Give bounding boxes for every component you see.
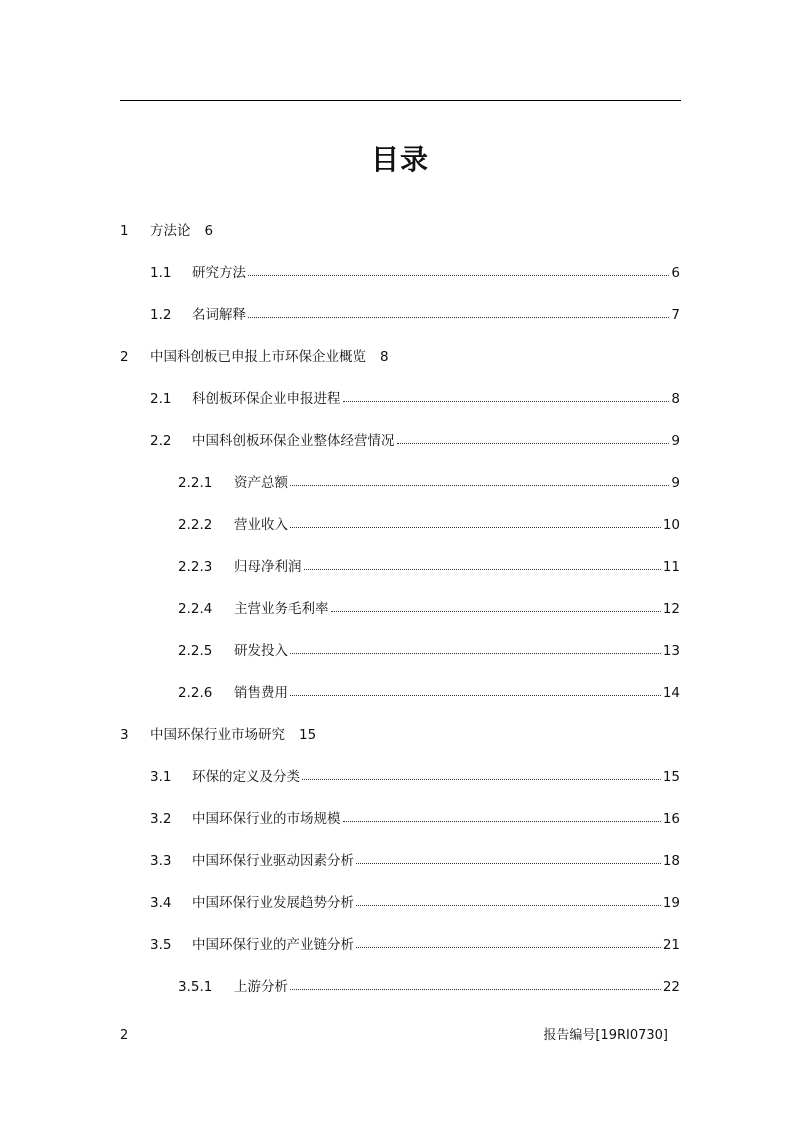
toc-entry[interactable] — [178, 977, 680, 997]
toc-entry-page: 18 — [662, 853, 680, 869]
toc-leader-dots — [290, 473, 669, 486]
toc-entry-number: 3 — [120, 727, 129, 743]
toc-entry-number: 1.1 — [150, 265, 172, 281]
toc-entry-number: 2.1 — [150, 391, 172, 407]
toc-entry[interactable] — [150, 809, 680, 829]
toc-entry-label: 方法论 — [150, 223, 191, 239]
toc-entry[interactable] — [150, 431, 680, 451]
toc-entry[interactable] — [178, 473, 680, 493]
toc-entry-number: 2.2.3 — [178, 559, 213, 575]
toc-entry[interactable] — [150, 305, 680, 325]
toc-entry-page: 19 — [662, 895, 680, 911]
toc-entry-page: 15 — [662, 769, 680, 785]
toc-entry-page: 9 — [671, 433, 680, 449]
footer-report-id: 报告编号[19RI0730] — [543, 1028, 668, 1043]
toc-entry-page: 8 — [380, 349, 389, 365]
toc-entry-number: 3.5.1 — [178, 979, 213, 995]
toc-entry-page: 8 — [671, 391, 680, 407]
toc-leader-dots — [331, 599, 661, 612]
toc-entry-page: 11 — [662, 559, 680, 575]
toc-entry[interactable] — [120, 221, 213, 241]
toc-entry[interactable] — [150, 767, 680, 787]
toc-entry-page: 15 — [299, 727, 317, 743]
toc-entry-label: 中国科创板环保企业整体经营情况 — [192, 433, 395, 449]
toc-leader-dots — [343, 389, 670, 402]
toc-leader-dots — [290, 683, 661, 696]
toc-entry-number: 2.2.6 — [178, 685, 213, 701]
toc-entry-label: 中国环保行业市场研究 — [150, 727, 285, 743]
toc-entry-label: 营业收入 — [234, 517, 288, 533]
toc-entry-page: 22 — [662, 979, 680, 995]
toc-entry[interactable] — [178, 515, 680, 535]
toc-entry[interactable] — [150, 263, 680, 283]
footer-page-number: 2 — [120, 1028, 129, 1043]
toc-entry-number: 2.2.2 — [178, 517, 213, 533]
toc-entry-label: 名词解释 — [192, 307, 246, 323]
toc-entry[interactable] — [178, 641, 680, 661]
header-rule — [120, 100, 681, 101]
toc-entry-number: 3.4 — [150, 895, 172, 911]
toc-leader-dots — [343, 809, 661, 822]
toc-entry-page: 9 — [671, 475, 680, 491]
toc-entry[interactable] — [120, 347, 389, 367]
toc-entry-page: 16 — [662, 811, 680, 827]
toc-entry-label: 主营业务毛利率 — [234, 601, 329, 617]
toc-entry[interactable] — [178, 599, 680, 619]
toc-entry-number: 2.2 — [150, 433, 172, 449]
toc-entry[interactable] — [178, 683, 680, 703]
toc-entry-page: 6 — [204, 223, 214, 239]
toc-entry-page: 6 — [671, 265, 680, 281]
toc-leader-dots — [290, 515, 661, 528]
toc-entry-label: 中国环保行业的产业链分析 — [192, 937, 354, 953]
toc-entry-page: 13 — [662, 643, 680, 659]
toc-entry-page: 12 — [662, 601, 680, 617]
toc-entry-number: 3.3 — [150, 853, 172, 869]
toc-entry-page: 14 — [662, 685, 680, 701]
toc-entry-page: 7 — [671, 307, 680, 323]
toc-entry[interactable] — [150, 851, 680, 871]
toc-entry-number: 2.2.1 — [178, 475, 213, 491]
toc-entry-number: 1.2 — [150, 307, 172, 323]
toc-entry[interactable] — [120, 725, 316, 745]
toc-entry[interactable] — [150, 389, 680, 409]
toc-entry-label: 归母净利润 — [234, 559, 302, 575]
toc-entry-number: 1 — [120, 223, 129, 239]
toc-entry-label: 科创板环保企业申报进程 — [192, 391, 341, 407]
toc-leader-dots — [302, 767, 661, 780]
toc-entry[interactable] — [150, 893, 680, 913]
toc-entry-label: 研究方法 — [192, 265, 246, 281]
toc-leader-dots — [248, 305, 669, 318]
toc-entry-label: 中国环保行业发展趋势分析 — [192, 895, 354, 911]
toc-entry-number: 3.5 — [150, 937, 172, 953]
toc-entry-number: 2.2.4 — [178, 601, 213, 617]
toc-leader-dots — [356, 935, 661, 948]
toc-entry-label: 销售费用 — [234, 685, 288, 701]
toc-leader-dots — [356, 851, 661, 864]
toc-entry-label: 环保的定义及分类 — [192, 769, 300, 785]
toc-entry-label: 上游分析 — [234, 979, 288, 995]
toc-entry[interactable] — [150, 935, 680, 955]
toc-leader-dots — [397, 431, 670, 444]
toc-entry-number: 3.2 — [150, 811, 172, 827]
toc-entry-label: 中国环保行业的市场规模 — [192, 811, 341, 827]
toc-leader-dots — [356, 893, 661, 906]
toc-leader-dots — [290, 977, 661, 990]
toc-entry-number: 2.2.5 — [178, 643, 213, 659]
toc-entry-number: 2 — [120, 349, 129, 365]
page-title: 目录 — [370, 143, 429, 176]
toc-entry-label: 研发投入 — [234, 643, 288, 659]
toc-entry[interactable] — [178, 557, 680, 577]
toc-entry-number: 3.1 — [150, 769, 172, 785]
toc-leader-dots — [290, 641, 661, 654]
toc-entry-label: 资产总额 — [234, 475, 288, 491]
toc-entry-label: 中国环保行业驱动因素分析 — [192, 853, 354, 869]
toc-leader-dots — [248, 263, 669, 276]
toc-leader-dots — [304, 557, 661, 570]
toc-entry-label: 中国科创板已申报上市环保企业概览 — [150, 349, 366, 365]
toc-entry-page: 10 — [662, 517, 680, 533]
toc-entry-page: 21 — [662, 937, 680, 953]
